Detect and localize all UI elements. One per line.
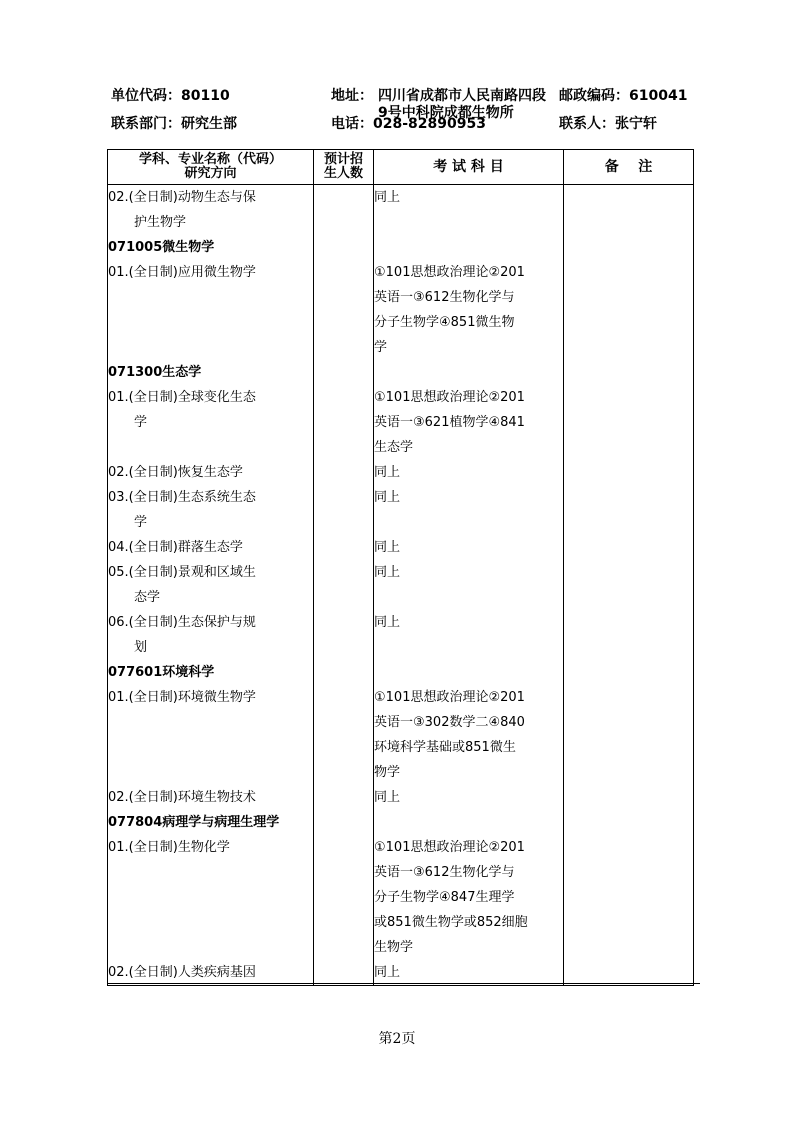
exam-line: 同上 xyxy=(374,790,401,805)
notes-cell xyxy=(564,185,694,236)
enrollment-cell xyxy=(314,835,374,960)
table-row xyxy=(108,460,694,485)
exam-cell xyxy=(374,385,564,460)
enrollment-cell xyxy=(314,535,374,560)
exam-line: 生态学 xyxy=(374,440,414,455)
notes-cell xyxy=(564,835,694,960)
major-title: 071300生态学 xyxy=(108,365,202,380)
notes-cell xyxy=(564,610,694,660)
notes-cell xyxy=(564,360,694,385)
notes-cell xyxy=(564,785,694,810)
exam-cell xyxy=(374,960,564,986)
exam-cell xyxy=(374,660,564,685)
exam-cell xyxy=(374,260,564,360)
table-row-major xyxy=(108,810,694,835)
major-title: 071005微生物学 xyxy=(108,240,215,255)
name-cell xyxy=(108,360,314,385)
exam-line: 分子生物学④851微生物 xyxy=(374,315,515,330)
name-cell xyxy=(108,810,314,835)
exam-line: 英语一③302数学二④840 xyxy=(374,715,525,730)
contact-department: 联系部门：研究生部 xyxy=(111,116,237,132)
column-header-major-line2: 研究方向 xyxy=(184,166,237,181)
exam-line: 同上 xyxy=(374,565,401,580)
notes-cell xyxy=(564,260,694,360)
enrollment-cell xyxy=(314,485,374,535)
enrollment-cell xyxy=(314,460,374,485)
table-row xyxy=(108,960,694,986)
notes-cell xyxy=(564,535,694,560)
enrollment-cell xyxy=(314,685,374,785)
notes-cell xyxy=(564,685,694,785)
direction-name: 02.(全日制)恢复生态学 xyxy=(108,465,243,480)
exam-line: 同上 xyxy=(374,190,401,205)
table-row xyxy=(108,610,694,660)
table-body xyxy=(108,185,694,986)
exam-line: ①101思想政治理论②201 xyxy=(374,840,525,855)
exam-cell xyxy=(374,485,564,535)
name-cell xyxy=(108,535,314,560)
enrollment-cell xyxy=(314,185,374,236)
major-title: 077804病理学与病理生理学 xyxy=(108,815,280,830)
exam-cell xyxy=(374,235,564,260)
table-row xyxy=(108,185,694,236)
direction-name-continued: 学 xyxy=(134,515,148,530)
direction-name: 04.(全日制)群落生态学 xyxy=(108,540,243,555)
address-value: 四川省成都市人民南路四段9号中科院成都生物所 xyxy=(378,88,546,121)
exam-line: 分子生物学④847生理学 xyxy=(374,890,515,905)
major-title: 077601环境科学 xyxy=(108,665,215,680)
direction-name: 06.(全日制)生态保护与规 xyxy=(108,615,256,630)
exam-line: 英语一③621植物学④841 xyxy=(374,415,525,430)
table-row xyxy=(108,485,694,535)
table-row xyxy=(108,560,694,610)
table-row-major xyxy=(108,235,694,260)
table-row-major xyxy=(108,360,694,385)
column-header-enrollment xyxy=(314,150,374,185)
column-header-exam: 考 试 科 目 xyxy=(374,150,564,185)
table-row-major xyxy=(108,660,694,685)
page-number: 第2页 xyxy=(378,1031,416,1047)
direction-name-continued: 护生物学 xyxy=(134,215,187,230)
table-tail-line xyxy=(107,983,700,984)
direction-name-continued: 学 xyxy=(134,415,148,430)
direction-name: 05.(全日制)景观和区域生 xyxy=(108,565,256,580)
direction-name: 03.(全日制)生态系统生态 xyxy=(108,490,256,505)
notes-cell xyxy=(564,660,694,685)
exam-line: ①101思想政治理论②201 xyxy=(374,390,525,405)
enrollment-cell xyxy=(314,560,374,610)
name-cell xyxy=(108,185,314,236)
exam-line: 或851微生物学或852细胞 xyxy=(374,915,528,930)
exam-line: 环境科学基础或851微生 xyxy=(374,740,516,755)
exam-cell xyxy=(374,835,564,960)
exam-cell xyxy=(374,560,564,610)
name-cell xyxy=(108,485,314,535)
exam-cell xyxy=(374,460,564,485)
postal-code: 邮政编码：610041 xyxy=(559,88,688,104)
enrollment-cell xyxy=(314,235,374,260)
name-cell xyxy=(108,835,314,960)
exam-line: 同上 xyxy=(374,490,401,505)
name-cell xyxy=(108,685,314,785)
exam-line: 物学 xyxy=(374,765,401,780)
exam-cell xyxy=(374,785,564,810)
notes-cell xyxy=(564,810,694,835)
name-cell xyxy=(108,785,314,810)
enrollment-cell xyxy=(314,360,374,385)
direction-name: 02.(全日制)环境生物技术 xyxy=(108,790,256,805)
exam-line: ①101思想政治理论②201 xyxy=(374,265,525,280)
name-cell xyxy=(108,610,314,660)
name-cell xyxy=(108,960,314,986)
table-row xyxy=(108,785,694,810)
exam-cell xyxy=(374,685,564,785)
exam-line: 同上 xyxy=(374,540,401,555)
exam-cell xyxy=(374,185,564,236)
exam-line: ①101思想政治理论②201 xyxy=(374,690,525,705)
enrollment-cell xyxy=(314,610,374,660)
direction-name: 01.(全日制)应用微生物学 xyxy=(108,265,256,280)
name-cell xyxy=(108,260,314,360)
exam-line: 同上 xyxy=(374,615,401,630)
table-row xyxy=(108,385,694,460)
table-row xyxy=(108,835,694,960)
exam-line: 英语一③612生物化学与 xyxy=(374,865,515,880)
direction-name: 02.(全日制)动物生态与保 xyxy=(108,190,256,205)
name-cell xyxy=(108,660,314,685)
exam-line: 生物学 xyxy=(374,940,414,955)
name-cell xyxy=(108,460,314,485)
exam-line: 学 xyxy=(374,340,388,355)
column-header-enrollment-line2: 生人数 xyxy=(323,166,363,181)
table-header-row xyxy=(108,150,694,185)
direction-name: 01.(全日制)生物化学 xyxy=(108,840,230,855)
exam-cell xyxy=(374,810,564,835)
enrollment-cell xyxy=(314,385,374,460)
enrollment-cell xyxy=(314,785,374,810)
notes-cell xyxy=(564,960,694,986)
direction-name-continued: 划 xyxy=(134,640,148,655)
address-label: 地址： xyxy=(331,88,373,104)
exam-cell xyxy=(374,535,564,560)
direction-name-continued: 态学 xyxy=(134,590,161,605)
direction-name: 02.(全日制)人类疾病基因 xyxy=(108,965,256,980)
unit-code: 单位代码：80110 xyxy=(111,88,230,104)
notes-cell xyxy=(564,485,694,535)
table-row xyxy=(108,260,694,360)
notes-cell xyxy=(564,385,694,460)
exam-line: 同上 xyxy=(374,965,401,980)
exam-line: 英语一③612生物化学与 xyxy=(374,290,515,305)
table-row xyxy=(108,685,694,785)
exam-cell xyxy=(374,610,564,660)
enrollment-cell xyxy=(314,960,374,986)
name-cell xyxy=(108,385,314,460)
column-header-notes: 备 注 xyxy=(564,150,694,185)
enrollment-cell xyxy=(314,810,374,835)
name-cell xyxy=(108,560,314,610)
exam-line: 同上 xyxy=(374,465,401,480)
direction-name: 01.(全日制)全球变化生态 xyxy=(108,390,256,405)
phone-number: 电话：028-82890953 xyxy=(331,116,486,132)
contact-person: 联系人：张宁轩 xyxy=(559,116,657,132)
column-header-enrollment-line1: 预计招 xyxy=(323,152,363,167)
notes-cell xyxy=(564,460,694,485)
table-row xyxy=(108,535,694,560)
admissions-table xyxy=(107,149,694,986)
name-cell xyxy=(108,235,314,260)
column-header-major-line1: 学科、专业名称（代码） xyxy=(138,152,282,167)
enrollment-cell xyxy=(314,660,374,685)
enrollment-cell xyxy=(314,260,374,360)
column-header-major xyxy=(108,150,314,185)
notes-cell xyxy=(564,560,694,610)
direction-name: 01.(全日制)环境微生物学 xyxy=(108,690,256,705)
notes-cell xyxy=(564,235,694,260)
exam-cell xyxy=(374,360,564,385)
